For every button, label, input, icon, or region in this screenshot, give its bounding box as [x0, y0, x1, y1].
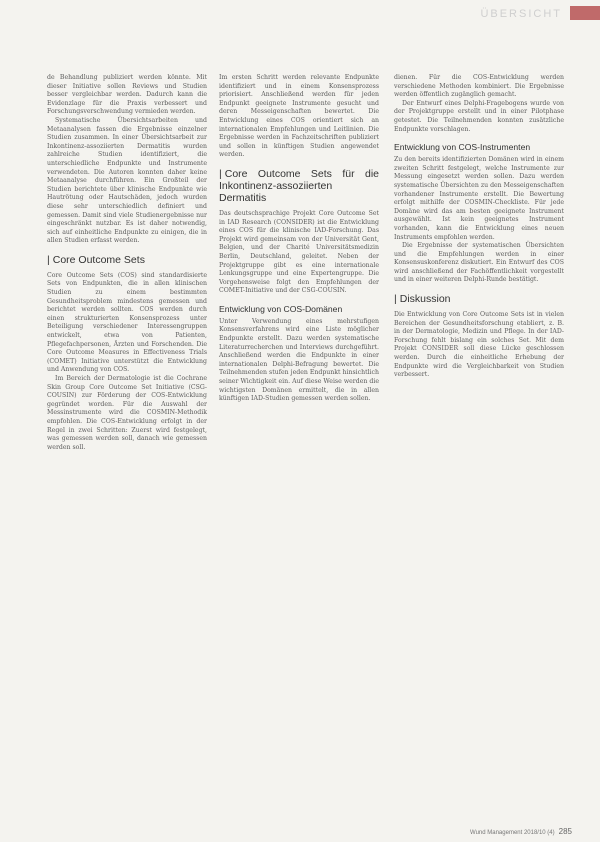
body-paragraph: dienen. Für die COS-Entwicklung werden verschiedene Methoden kombiniert. Die Ergebnisse werden öffentlich zugänglich gemacht. — [394, 74, 564, 99]
body-paragraph: Systematische Übersichtsarbeiten und Metaanalysen fassen die Ergebnisse einzelner Studien zusammen. In einer Übersichtsarbeit zur Inkontinenz-assoziierten Dermatitis wurden zahlreiche Studien identifiziert, die unterschiedliche Endpunkte und Instrumente verwendeten. Die Autoren konnten daher keine Metaanalyse durchführen. Ein Großteil der Studien berichtete über klinische Endpunkte wie Hautrötung oder Hautschäden, jedoch wurden diese sehr unterschiedlich definiert und gemessen. Damit sind viele Studienergebnisse nur eingeschränkt nutzbar. Es ist daher notwendig, sich auf einheitliche Endpunkte zu einigen, die in allen Studien erfasst werden. — [47, 116, 207, 245]
body-paragraph: Unter Verwendung eines mehrstufigen Konsensverfahrens wird eine Liste möglicher Endpunkte erstellt. Dazu werden systematische Literaturrecherchen und Interviews durchgeführt. Anschließend werden die Endpunkte in einer internationalen Delphi-Befragung bewertet. Die Teilnehmenden stufen jeden Endpunkt hinsichtlich seiner Wichtigkeit ein. Auf diese Weise werden die wichtigsten Domänen ermittelt, die in allen künftigen IAD-Studien gemessen werden sollen. — [219, 317, 379, 403]
section-heading-core-outcome-sets: | Core Outcome Sets — [47, 253, 145, 266]
body-paragraph: Der Entwurf eines Delphi-Fragebogens wurde von der Projektgruppe erstellt und in einer Pilotphase getestet. Die Teilnehmenden konnten zusätzliche Endpunkte vorschlagen. — [394, 99, 564, 133]
body-paragraph: de Behandlung publiziert werden könnte. Mit dieser Initiative sollen Reviews und Studien besser vergleichbar werden. Dadurch kann die Evidenzlage für die Praxis verbessert und Forschungsverschwendung vermieden werden. — [47, 74, 207, 116]
page-footer — [470, 827, 572, 836]
subheading-cos-instruments: Entwicklung von COS-Instrumenten — [394, 142, 531, 153]
column-1 — [47, 74, 207, 452]
subheading-cos-domains: Entwicklung von COS-Domänen — [219, 303, 343, 314]
body-paragraph: Im Bereich der Dermatologie ist die Cochrane Skin Group Core Outcome Set Initiative (CSG-COUSIN) zur Förderung der COS-Entwicklung gegründet worden. Für die Auswahl der Messinstrumente wird die COSMIN-Methodik empfohlen. Die COS-Entwicklung erfolgt in der Regel in zwei Schritten: Zuerst wird festgelegt, was gemessen werden soll, danach wie gemessen werden soll. — [47, 375, 207, 451]
section-label: ÜBERSICHT — [480, 8, 562, 20]
section-tab-marker — [570, 6, 600, 20]
journal-citation: Wund Management 2018/10 (4) — [470, 830, 555, 836]
body-paragraph: Das deutschsprachige Projekt Core Outcome Set in IAD Research (CONSIDER) ist die Entwicklung eines COS für die klinische IAD-Forschung. Das Projekt wird gemeinsam von der Universität Gent, Belgien, und der Charité Universitätsmedizin Berlin, Deutschland, geleitet. Neben der Projektgruppe gibt es eine internationale Lenkungsgruppe und eine Expertengruppe. Die Vorgehensweise folgt den Empfehlungen der COMET-Initiative und der CSG-COUSIN. — [219, 209, 379, 295]
body-paragraph: Die Ergebnisse der systematischen Übersichten und die Empfehlungen werden in einer Konsensuskonferenz diskutiert. Ein Entwurf des COS wird anschließend der Fachöffentlichkeit vorgestellt und in einer weiteren Delphi-Runde bestätigt. — [394, 242, 564, 284]
column-2 — [219, 74, 379, 404]
page-header — [0, 0, 600, 24]
body-paragraph: Zu den bereits identifizierten Domänen wird in einem zweiten Schritt festgelegt, welche Instrumente zur Messung eingesetzt werden sollen. Dazu werden systematische Übersichten zu den Messeigenschaften vorhandener Instrumente erstellt. Die Bewertung erfolgt mithilfe der COSMIN-Checkliste. Für jede Domäne wird das am besten geeignete Instrument ausgewählt. Ist kein geeignetes Instrument vorhanden, kann die Entwicklung eines neuen Instruments empfohlen werden. — [394, 156, 564, 241]
body-paragraph: Die Entwicklung von Core Outcome Sets ist in vielen Bereichen der Gesundheitsforschung etabliert, z. B. in der Dermatologie, Medizin und Pflege. In der IAD-Forschung fehlt bislang ein solches Set. Mit dem Projekt CONSIDER soll diese Lücke geschlossen werden. Durch die einheitliche Erhebung der Endpunkte wird die Vergleichbarkeit von Studien verbessert. — [394, 311, 564, 379]
page-number: 285 — [558, 827, 572, 836]
column-3 — [394, 74, 564, 380]
body-paragraph: Core Outcome Sets (COS) sind standardisierte Sets von Endpunkten, die in allen klinischen Studien zu einem bestimmten Gesundheitsproblem mindestens gemessen und berichtet werden sollten. COS werden durch einen strukturierten Konsensprozess unter Beteiligung verschiedener Interessengruppen entwickelt, etwa von Patienten, Pflegefachpersonen, Ärzten und Forschenden. Die Core Outcome Measures in Effectiveness Trials (COMET) Initiative unterstützt die Entwicklung und Anwendung von COS. — [47, 271, 207, 374]
body-paragraph: Im ersten Schritt werden relevante Endpunkte identifiziert und in einem Konsensprozess priorisiert. Anschließend werden für jeden Endpunkt geeignete Instrumente gesucht und deren Messeigenschaften bewertet. Die Entwicklung eines COS orientiert sich an internationalen Empfehlungen und Leitlinien. Die Ergebnisse werden in Fachzeitschriften publiziert und sollen in künftigen Studien angewendet werden. — [219, 74, 379, 159]
section-heading-diskussion: | Diskussion — [394, 293, 451, 306]
section-heading-iad: | Core Outcome Sets für die Inkontinenz-assoziierten Dermatitis — [219, 167, 379, 204]
